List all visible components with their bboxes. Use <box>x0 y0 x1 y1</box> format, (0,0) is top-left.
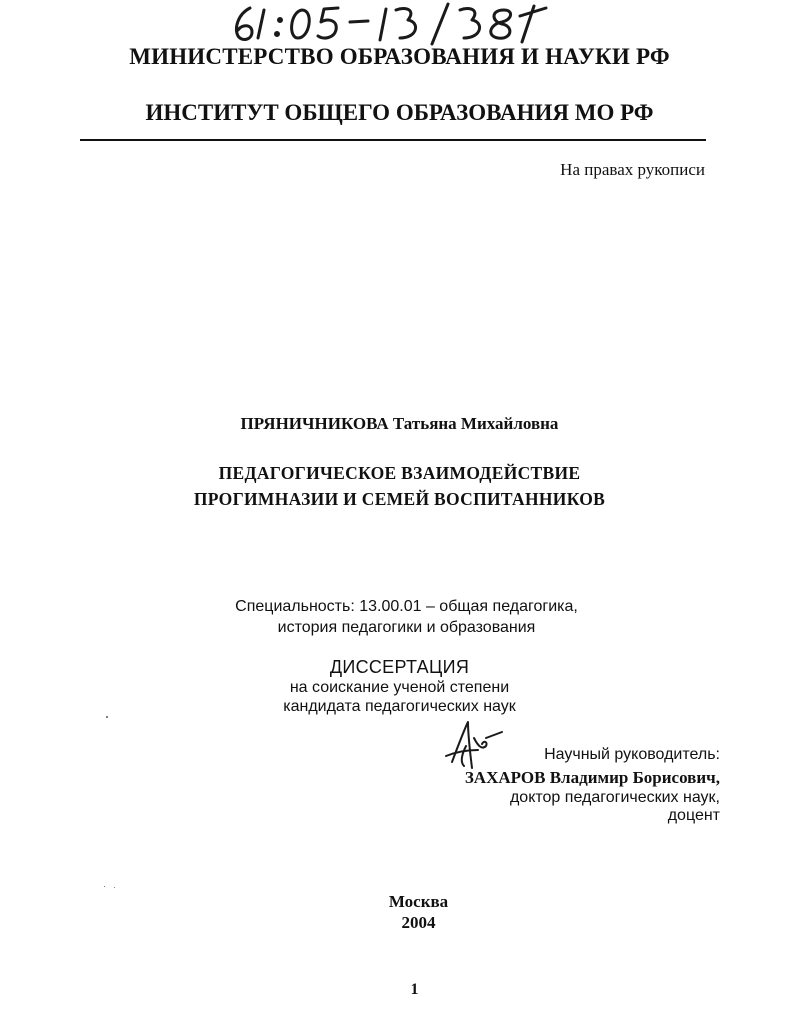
dissertation-title-line-2: ПРОГИМНАЗИИ И СЕМЕЙ ВОСПИТАННИКОВ <box>193 489 606 509</box>
dissertation-title-line-1: ПЕДАГОГИЧЕСКОЕ ВЗАИМОДЕЙСТВИЕ <box>218 463 581 483</box>
degree-purpose-line-1: на соискание ученой степени <box>289 679 510 696</box>
author-name: ПРЯНИЧНИКОВА Татьяна Михайловна <box>240 414 559 433</box>
degree-purpose-line-2: кандидата педагогических наук <box>283 698 516 715</box>
advisor-degree: доктор педагогических наук, <box>509 789 720 806</box>
handwritten-archive-code <box>228 0 568 48</box>
advisor-name: ЗАХАРОВ Владимир Борисович, <box>464 768 720 787</box>
institute-heading: ИНСТИТУТ ОБЩЕГО ОБРАЗОВАНИЯ МО РФ <box>145 100 654 125</box>
advisor-label: Научный руководитель: <box>544 746 720 763</box>
advisor-signature <box>438 716 508 776</box>
page-number: 1 <box>410 981 419 998</box>
header-divider <box>80 139 706 141</box>
ministry-heading: МИНИСТЕРСТВО ОБРАЗОВАНИЯ И НАУКИ РФ <box>129 44 670 69</box>
scan-speck <box>114 887 115 888</box>
dissertation-type: ДИССЕРТАЦИЯ <box>329 657 470 677</box>
scan-speck <box>106 716 108 718</box>
scan-speck <box>104 886 105 887</box>
specialty-line-1: Специальность: 13.00.01 – общая педагогика, <box>235 598 578 615</box>
publication-year: 2004 <box>401 913 436 932</box>
publication-city: Москва <box>388 892 449 911</box>
specialty-line-2: история педагогики и образования <box>277 619 536 636</box>
advisor-rank: доцент <box>667 807 720 824</box>
rights-note: На правах рукописи <box>560 160 705 179</box>
